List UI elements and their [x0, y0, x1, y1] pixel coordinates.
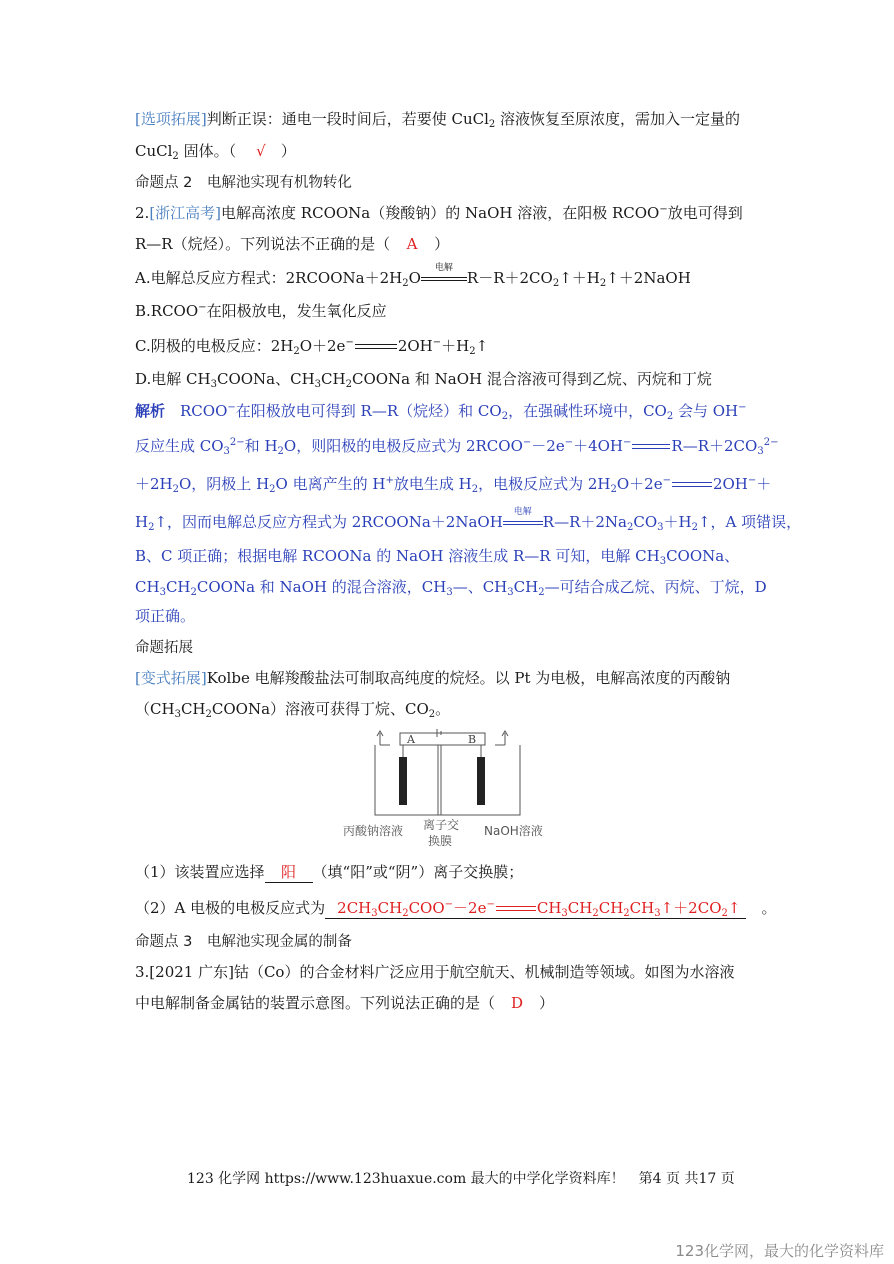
subquestion1-answer: 阳 [265, 861, 313, 883]
option-a-electrolysis-label: 电解 [434, 263, 453, 273]
option-extension-answer: √ [256, 142, 266, 160]
option-extension-line1: [选项拓展]判断正误：通电一段时间后，若要使 CuCl$_2$ 溶液恢复至原浓度，需加入一定量的 [135, 110, 741, 130]
option-extension-line2-b: 固体。（ [178, 142, 237, 160]
option-b: B.RCOO−在阳极放电，发生氧化反应 [135, 302, 387, 320]
subquestion1 [135, 861, 523, 883]
analysis-line7: 项正确。 [135, 607, 196, 625]
analysis-label: 解析 [135, 402, 166, 420]
question2-text2: R—R（烷烃）。下列说法不正确的是（ [135, 235, 391, 253]
question3-answer: D [511, 994, 524, 1012]
question3-line2 [135, 992, 554, 1013]
option-c: C.阴极的电极反应：$2H_2O+2e^-$ $2OH^-+H_2↑$ [135, 337, 489, 357]
subquestion1-suffix: （填“阳”或“阴”）离子交换膜； [312, 863, 524, 881]
variant-text1: Kolbe 电解羧酸盐法可制取高纯度的烷烃。以 Pt 为电极，电解高浓度的丙酸钠 [206, 669, 731, 687]
analysis-line3: $+2H_2O$，阴极上 $H_2O$ 电离产生的 H+放电生成 $H_2$，电极反应式为 $2H_2O+2e^-$ 2OH−＋ [135, 475, 772, 495]
variant-text2: 溶液可获得丁烷、CO [285, 700, 429, 718]
topic2-heading: 命题点 2 电解池实现有机物转化 [135, 175, 352, 191]
question2-line1: 2.[浙江高考]电解高浓度 RCOONa（羧酸钠）的 NaOH 溶液，在阳极 RCOO−放电可得到 [135, 204, 743, 222]
question2-text1: 电解高浓度 RCOONa（羧酸钠）的 NaOH 溶液，在阳极 RCOO [221, 204, 660, 222]
subquestion2-prefix: （2）A 电极的电极反应式为 [135, 899, 326, 917]
option-extension-line2: CuCl$_2$ 固体。（ √ ） [135, 142, 296, 162]
electrolysis-cell-figure [335, 727, 560, 857]
figure-right-solution: NaOH溶液 [484, 824, 543, 838]
question2-close: ） [434, 235, 450, 253]
variant-line1 [135, 667, 730, 688]
option-d-text: D.电解 CH [135, 370, 211, 388]
question2-text1-end: 放电可得到 [667, 204, 743, 222]
question2-answer: A [406, 235, 418, 253]
option-b-text: B.RCOO [135, 302, 199, 320]
figure-label-a: A [407, 733, 415, 746]
page-footer: 123 化学网 https://www.123huaxue.com 最大的中学化学资料库！ 第4 页 共17 页 [187, 1171, 735, 1187]
option-extension-line2-a: CuCl [135, 142, 173, 160]
subquestion2: （2）A 电极的电极反应式为 $2CH_3CH_2COO^--2e^-$ $CH_3CH_2CH_2CH_3↑+2CO_2↑$ 。 [135, 899, 777, 919]
analysis-line1: 解析 RCOO−在阳极放电可得到 R—R（烷烃）和 $CO_2$，在强碱性环境中，$CO_2$ 会与 OH− [135, 402, 747, 422]
analysis-line5: B、C 项正确；根据电解 RCOONa 的 NaOH 溶液生成 R—R 可知，电解 $CH_3COONa$、 [135, 547, 740, 567]
variant-line2: $(CH_3CH_2COONa)$溶液可获得丁烷、$CO_2$。 [135, 700, 451, 720]
analysis-line6: $CH_3CH_2COONa$ 和 NaOH 的混合溶液，$CH_3—$、$CH_3CH_2—$可结合成乙烷、丙烷、丁烷，D [135, 578, 767, 598]
figure-label-b: B [468, 733, 477, 746]
question3-text2: 中电解制备金属钴的装置示意图。下列说法正确的是（ [135, 994, 496, 1012]
figure-membrane-label1: 离子交 [423, 818, 460, 832]
option-extension-close: ） [280, 142, 296, 160]
option-d: D.电解 $CH_3COONa$、$CH_3CH_2COONa$ 和 NaOH 混合溶液可得到乙烷、丙烷和丁烷 [135, 370, 712, 390]
question3-line1: 3.[2021 广东]钴（Co）的合金材料广泛应用于航空航天、机械制造等领域。如图为水溶液 [135, 963, 735, 981]
subquestion2-answer: $2CH_3CH_2COO^--2e^-$ $CH_3CH_2CH_2CH_3↑+2CO_2↑$ [325, 897, 746, 919]
figure-left-solution: 丙酸钠溶液 [343, 824, 404, 838]
option-extension-tag: [选项拓展] [135, 110, 207, 128]
option-a-text: A.电解总反应方程式：2RCOONa＋2H [135, 269, 403, 287]
question3-close: ） [539, 994, 555, 1012]
option-d-end: 混合溶液可得到乙烷、丙烷和丁烷 [486, 370, 712, 388]
option-c-text: C.阴极的电极反应：2H [135, 337, 294, 355]
variant-tag: [变式拓展] [135, 669, 207, 687]
topic2-extension-heading: 命题拓展 [135, 640, 193, 656]
figure-membrane-label2: 换膜 [428, 834, 453, 848]
option-b-end: 在阳极放电，发生氧化反应 [206, 302, 387, 320]
watermark-text: 123化学网，最大的化学资料库 [675, 1242, 884, 1260]
analysis-line2: 反应生成 $CO_3^{2-}$和 $H_2O$，则阳极的电极反应式为 2RCOO−－2e−＋4OH− $R—R+2CO_3^{2-}$ [135, 437, 779, 457]
subquestion1-prefix: （1）该装置应选择 [135, 863, 265, 881]
question2-source: [浙江高考] [149, 204, 222, 222]
option-a: A.电解总反应方程式：$2RCOONa+2H_2O$ 电解 $R-R+2CO_2↑+H_2↑+2NaOH$ [135, 267, 691, 288]
question2-line2 [135, 233, 449, 254]
option-extension-text-b: 溶液恢复至原浓度，需加入一定量的 [495, 110, 741, 128]
question2-number: 2. [135, 204, 150, 222]
topic3-heading: 命题点 3 电解池实现金属的制备 [135, 934, 352, 950]
option-extension-text-a: 判断正误：通电一段时间后，若要使 CuCl [206, 110, 489, 128]
analysis-line4: $H_2↑$，因而电解总反应方程式为 2RCOONa＋2NaOH 电解 $R—R+2Na_2CO_3+H_2↑$，A 项错误， [135, 507, 802, 533]
